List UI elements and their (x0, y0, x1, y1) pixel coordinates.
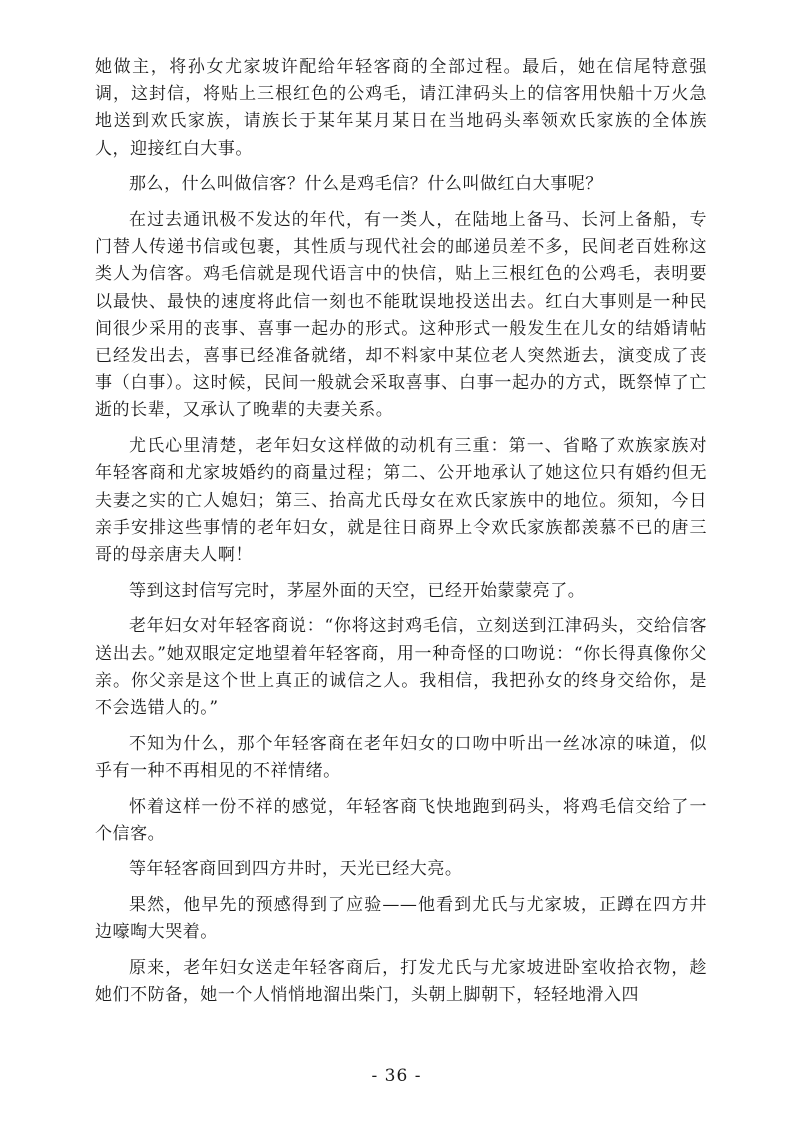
paragraph-continued: 她做主，将孙女尤家坡许配给年轻客商的全部过程。最后，她在信尾特意强调，这封信，将贴上三根红色的公鸡毛，请江津码头上的信客用快船十万火急地送到欢氏家族，请族长于某年某月某日在当地码头率领欢氏家族的全体族人，迎接红白大事。 (95, 57, 707, 159)
paragraph: 原来，老年妇女送走年轻客商后，打发尤氏与尤家坡进卧室收拾衣物，趁她们不防备，她一个人悄悄地溜出柴门，头朝上脚朝下，轻轻地滑入四 (95, 958, 707, 1006)
paragraph: 果然，他早先的预感得到了应验——他看到尤氏与尤家坡，正蹲在四方井边嚎啕大哭着。 (95, 895, 707, 943)
paragraph: 不知为什么，那个年轻客商在老年妇女的口吻中听出一丝冰凉的味道，似乎有一种不再相见的不祥情绪。 (95, 733, 707, 781)
page-number: - 36 - (371, 1066, 422, 1086)
paragraph: 那么，什么叫做信客？什么是鸡毛信？什么叫做红白大事呢？ (129, 174, 603, 195)
paragraph: 等到这封信写完时，茅屋外面的天空，已经开始蒙蒙亮了。 (129, 580, 586, 601)
paragraph: 在过去通讯极不发达的年代，有一类人，在陆地上备马、长河上备船，专门替人传递书信或包裹，其性质与现代社会的邮递员差不多，民间老百姓称这类人为信客。鸡毛信就是现代语言中的快信，贴上三根红色的公鸡毛，表明要以最快、最快的速度将此信一刻也不能耽误地投送出去。红白大事则是一种民间很少采用的丧事、喜事一起办的形式。这种形式一般发生在儿女的结婚请帖已经发出去，喜事已经准备就绪，却不料家中某位老人突然逝去，演变成了丧事（白事）。这时候，民间一般就会采取喜事、白事一起办的方式，既祭悼了亡逝的长辈，又承认了晚辈的夫妻关系。 (95, 210, 707, 421)
paragraph: 老年妇女对年轻客商说：“你将这封鸡毛信，立刻送到江津码头，交给信客送出去。”她双眼定定地望着年轻客商，用一种奇怪的口吻说：“你长得真像你父亲。你父亲是这个世上真正的诚信之人。我相信，我把孙女的终身交给你，是不会选错人的。” (95, 616, 707, 718)
paragraph: 等年轻客商回到四方井时，天光已经大亮。 (129, 859, 463, 880)
paragraph: 尤氏心里清楚，老年妇女这样做的动机有三重：第一、省略了欢族家族对年轻客商和尤家坡婚约的商量过程；第二、公开地承认了她这位只有婚约但无夫妻之实的亡人媳妇；第三、抬高尤氏母女在欢氏家族中的地位。须知，今日亲手安排这些事情的老年妇女，就是往日商界上令欢氏家族都羡慕不已的唐三哥的母亲唐夫人啊！ (95, 436, 707, 565)
paragraph: 怀着这样一份不祥的感觉，年轻客商飞快地跑到码头，将鸡毛信交给了一个信客。 (95, 796, 707, 844)
body-text (95, 54, 707, 1018)
